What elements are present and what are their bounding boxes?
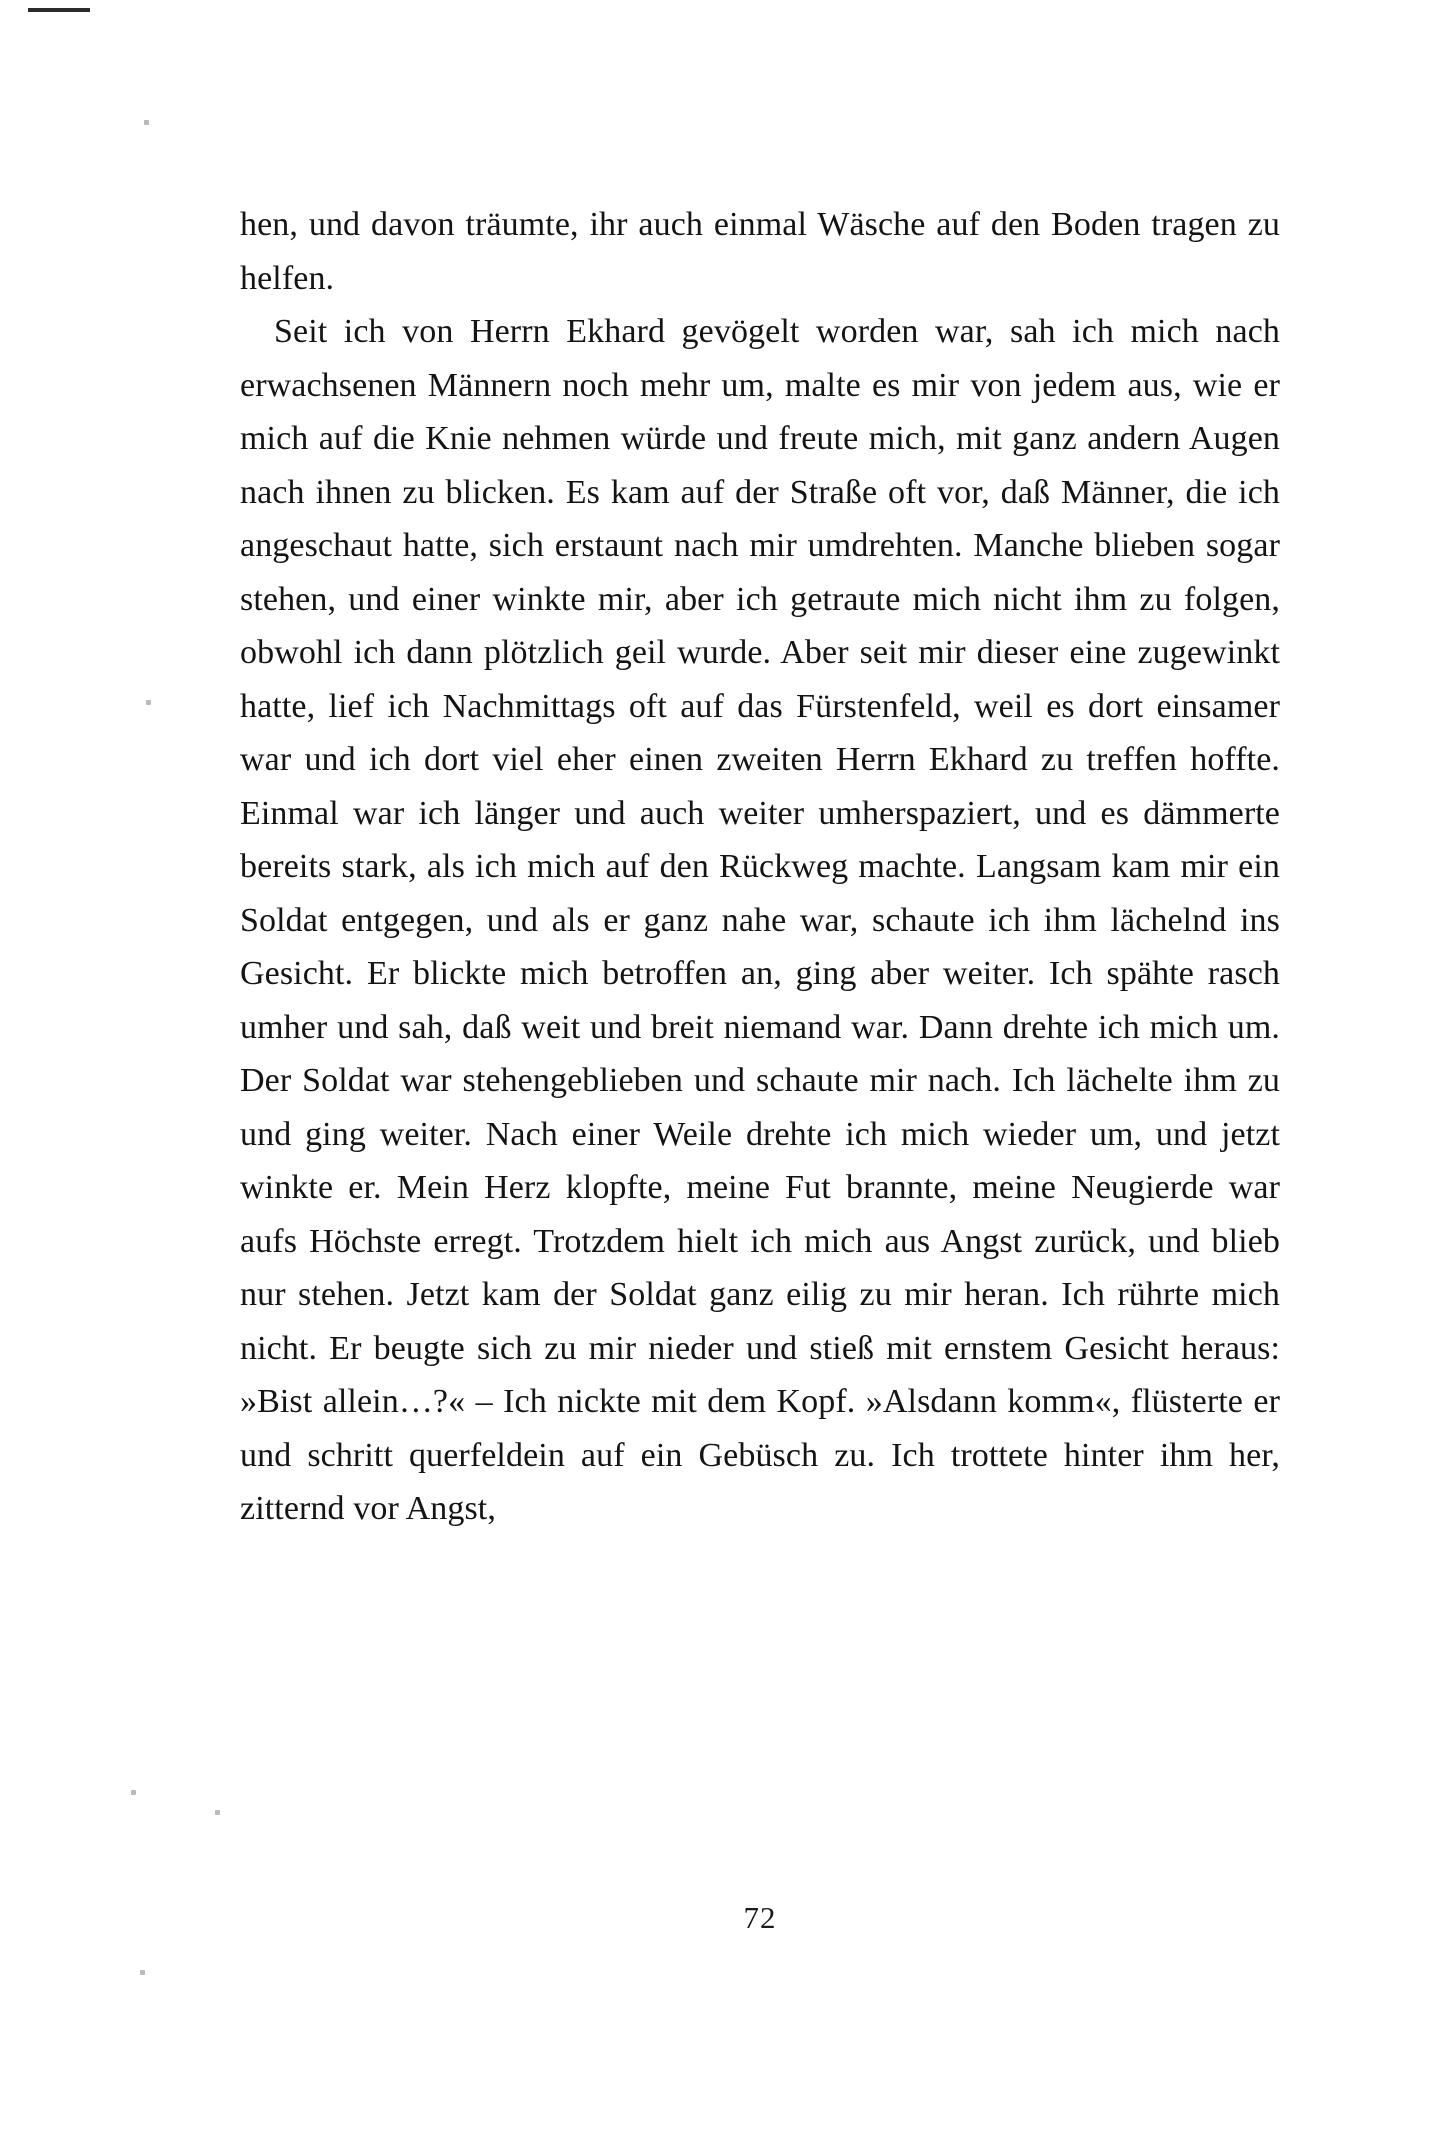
scan-artifact-mark <box>146 700 151 705</box>
page-corner-rule <box>28 8 90 12</box>
paragraph-continued: hen, und davon träumte, ihr auch einmal Wäsche auf den Boden tragen zu helfen. <box>240 206 1280 297</box>
page-number: 72 <box>743 1900 777 1935</box>
page-text-block <box>240 198 1280 1536</box>
scan-artifact-mark <box>144 120 149 125</box>
scan-artifact-mark <box>215 1810 220 1815</box>
paragraph-main: Seit ich von Herrn Ekhard gevögelt worden war, sah ich mich nach erwachsenen Männern noch mehr um, malte es mir von jedem aus, wie er mich auf die Knie nehmen würde und freute mich, mit ganz andern Augen nach ihnen zu blicken. Es kam auf der Straße oft vor, daß Männer, die ich angeschaut hatte, sich erstaunt nach mir umdrehten. Manche blieben sogar stehen, und einer winkte mir, aber ich getraute mich nicht ihm zu folgen, obwohl ich dann plötzlich geil wurde. Aber seit mir dieser eine zugewinkt hatte, lief ich Nachmittags oft auf das Fürstenfeld, weil es dort einsamer war und ich dort viel eher einen zweiten Herrn Ekhard zu treffen hoffte. Einmal war ich länger und auch weiter umherspaziert, und es dämmerte bereits stark, als ich mich auf den Rückweg machte. Langsam kam mir ein Soldat entgegen, und als er ganz nahe war, schaute ich ihm lächelnd ins Gesicht. Er blickte mich betroffen an, ging aber weiter. Ich spähte rasch umher und sah, daß weit und breit niemand war. Dann drehte ich mich um. Der Soldat war stehengeblieben und schaute mir nach. Ich lächelte ihm zu und ging weiter. Nach einer Weile drehte ich mich wieder um, und jetzt winkte er. Mein Herz klopfte, meine Fut brannte, meine Neugierde war aufs Höchste erregt. Trotzdem hielt ich mich aus Angst zurück, und blieb nur stehen. Jetzt kam der Soldat ganz eilig zu mir heran. Ich rührte mich nicht. Er beugte sich zu mir nieder und stieß mit ernstem Gesicht heraus: »Bist allein…?« – Ich nickte mit dem Kopf. »Alsdann komm«, flüsterte er und schritt querfeldein auf ein Gebüsch zu. Ich trottete hinter ihm her, zitternd vor Angst, <box>240 313 1280 1527</box>
body-text <box>240 198 1280 1536</box>
scan-artifact-mark <box>140 1970 145 1975</box>
scan-artifact-mark <box>131 1790 136 1795</box>
